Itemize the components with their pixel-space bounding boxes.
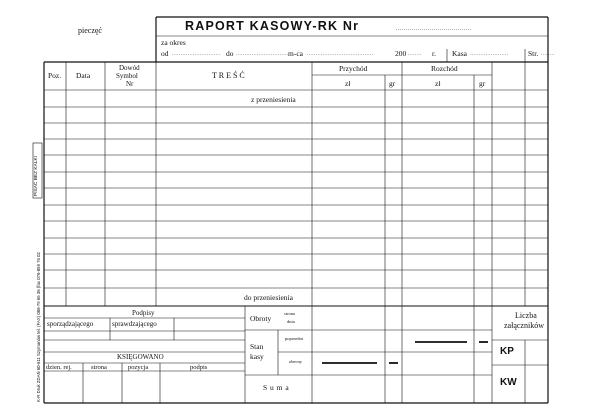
booking-col-page: strona — [91, 364, 107, 371]
page-field[interactable]: ........ — [541, 52, 555, 57]
col-rozchod-gr: gr — [479, 79, 486, 88]
from-label: od — [161, 49, 169, 58]
signatures-label: Podpisy — [132, 309, 155, 317]
period-label: za okres — [161, 38, 186, 47]
booked-label: KSIĘGOWANO — [117, 353, 164, 361]
year-abbr: r. — [432, 49, 436, 58]
year-field[interactable]: ........ — [408, 52, 422, 57]
cashbox-label: Kasa — [452, 49, 467, 58]
to-label: do — [226, 49, 234, 58]
col-dowod-line3: Nr — [126, 80, 134, 88]
turnover-sub2: dnia — [287, 319, 295, 324]
turnover-label: Obroty — [250, 314, 272, 323]
sum-label: S u m a — [263, 383, 290, 392]
col-tresc: T R E Ś Ć — [212, 71, 245, 80]
previous-label: poprzedni — [285, 336, 303, 341]
attachments-label-2: załączników — [504, 321, 544, 330]
col-poz: Poz. — [48, 71, 62, 80]
col-dowod-line1: Dowód — [119, 64, 140, 72]
booking-col-position: pozycja — [128, 364, 149, 371]
turnover-sub1: strona — [284, 311, 295, 316]
balance-label-2: kasy — [250, 352, 264, 361]
seal-label: pieczęć — [78, 26, 102, 35]
checker-label: sprawdzającego — [112, 320, 157, 328]
carried-out-label: do przeniesienia — [244, 293, 293, 302]
report-number-field[interactable]: ...................................... — [396, 26, 472, 32]
to-date-field[interactable]: .............................. — [236, 52, 289, 57]
booking-col-register: dzien. rej. — [46, 364, 72, 371]
kw-label: KW — [500, 377, 517, 388]
report-title: RAPORT KASOWY-RK Nr — [185, 19, 360, 33]
col-dowod-line2: Symbol — [116, 72, 138, 80]
col-data: Data — [76, 71, 91, 80]
col-przychod: Przychód — [339, 64, 368, 73]
kp-label: KP — [500, 346, 514, 357]
attachments-label-1: Liczba — [515, 311, 537, 320]
cashbox-field[interactable]: ...................... — [470, 52, 509, 57]
col-przychod-zl: zł — [345, 79, 351, 88]
balance-label-1: Stan — [250, 342, 264, 351]
col-rozchod: Rozchód — [431, 64, 458, 73]
page-label: Str. — [528, 49, 539, 58]
publisher-imprint: K-R Druk ZDAŃ 60-611 Szymanów tel. (FAX) 086-79 65 36 (fax 076-859 76 02 — [36, 252, 41, 402]
no-carbon-stamp: PISAĆ BEZ KALKI — [34, 156, 39, 196]
from-date-field[interactable]: ............................ — [172, 52, 221, 57]
col-przychod-gr: gr — [389, 79, 396, 88]
booking-col-signature: podpis — [190, 364, 208, 371]
year-prefix: 200 — [395, 49, 407, 58]
col-rozchod-zl: zł — [435, 79, 441, 88]
current-label: obecny — [289, 359, 302, 364]
preparer-label: sporządzającego — [47, 320, 94, 328]
carried-in-label: z przeniesienia — [251, 95, 296, 104]
month-label: m-ca — [288, 49, 303, 58]
month-field[interactable]: ...................................... — [307, 52, 374, 57]
